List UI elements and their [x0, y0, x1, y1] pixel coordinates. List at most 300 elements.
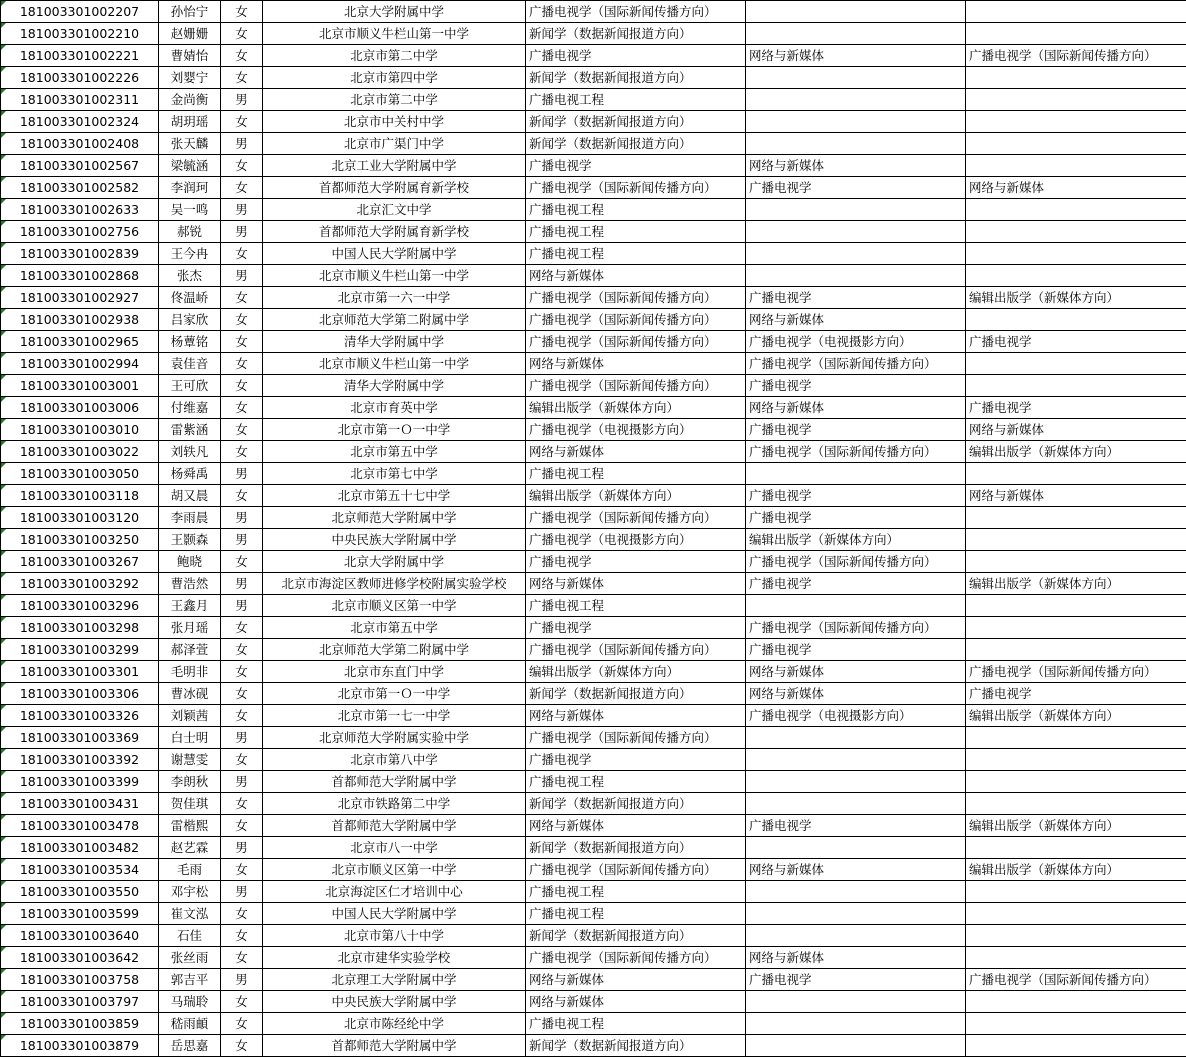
student-id-cell[interactable]: 181003301003267 — [1, 551, 159, 573]
major-choice-1-cell[interactable]: 广播电视工程 — [526, 89, 746, 111]
major-choice-3-cell[interactable] — [966, 991, 1186, 1013]
major-choice-1-cell[interactable]: 网络与新媒体 — [526, 441, 746, 463]
major-choice-1-cell[interactable]: 广播电视学（国际新闻传播方向） — [526, 287, 746, 309]
gender-cell[interactable]: 女 — [221, 353, 263, 375]
student-id-cell[interactable]: 181003301003299 — [1, 639, 159, 661]
major-choice-2-cell[interactable]: 网络与新媒体 — [746, 947, 966, 969]
major-choice-3-cell[interactable]: 编辑出版学（新媒体方向） — [966, 705, 1186, 727]
name-cell[interactable]: 王可欣 — [159, 375, 221, 397]
student-id-cell[interactable]: 181003301002868 — [1, 265, 159, 287]
school-cell[interactable]: 北京汇文中学 — [263, 199, 526, 221]
name-cell[interactable]: 李雨晨 — [159, 507, 221, 529]
major-choice-1-cell[interactable]: 广播电视工程 — [526, 199, 746, 221]
school-cell[interactable]: 北京市第五十七中学 — [263, 485, 526, 507]
name-cell[interactable]: 马瑞聆 — [159, 991, 221, 1013]
gender-cell[interactable]: 女 — [221, 991, 263, 1013]
gender-cell[interactable]: 女 — [221, 1013, 263, 1035]
name-cell[interactable]: 胡玥瑶 — [159, 111, 221, 133]
school-cell[interactable]: 北京大学附属中学 — [263, 1, 526, 23]
major-choice-2-cell[interactable]: 广播电视学 — [746, 573, 966, 595]
student-id-cell[interactable]: 181003301003306 — [1, 683, 159, 705]
school-cell[interactable]: 北京市陈经纶中学 — [263, 1013, 526, 1035]
major-choice-1-cell[interactable]: 广播电视工程 — [526, 881, 746, 903]
school-cell[interactable]: 北京市广渠门中学 — [263, 133, 526, 155]
student-id-cell[interactable]: 181003301002221 — [1, 45, 159, 67]
student-id-cell[interactable]: 181003301002994 — [1, 353, 159, 375]
major-choice-1-cell[interactable]: 广播电视学 — [526, 45, 746, 67]
major-choice-3-cell[interactable]: 广播电视学 — [966, 331, 1186, 353]
major-choice-3-cell[interactable] — [966, 793, 1186, 815]
name-cell[interactable]: 邓宇松 — [159, 881, 221, 903]
major-choice-2-cell[interactable]: 广播电视学 — [746, 639, 966, 661]
gender-cell[interactable]: 女 — [221, 683, 263, 705]
major-choice-3-cell[interactable] — [966, 133, 1186, 155]
major-choice-1-cell[interactable]: 新闻学（数据新闻报道方向） — [526, 683, 746, 705]
major-choice-1-cell[interactable]: 广播电视工程 — [526, 771, 746, 793]
major-choice-3-cell[interactable]: 广播电视学 — [966, 683, 1186, 705]
gender-cell[interactable]: 男 — [221, 573, 263, 595]
name-cell[interactable]: 嵇雨頔 — [159, 1013, 221, 1035]
major-choice-1-cell[interactable]: 广播电视学（国际新闻传播方向） — [526, 375, 746, 397]
major-choice-1-cell[interactable]: 新闻学（数据新闻报道方向） — [526, 837, 746, 859]
name-cell[interactable]: 郝泽萱 — [159, 639, 221, 661]
name-cell[interactable]: 崔文泓 — [159, 903, 221, 925]
name-cell[interactable]: 刘轶凡 — [159, 441, 221, 463]
school-cell[interactable]: 北京师范大学第二附属中学 — [263, 639, 526, 661]
major-choice-2-cell[interactable]: 网络与新媒体 — [746, 309, 966, 331]
gender-cell[interactable]: 女 — [221, 1035, 263, 1057]
major-choice-3-cell[interactable] — [966, 463, 1186, 485]
student-id-cell[interactable]: 181003301002927 — [1, 287, 159, 309]
gender-cell[interactable]: 女 — [221, 749, 263, 771]
name-cell[interactable]: 鲍晓 — [159, 551, 221, 573]
major-choice-2-cell[interactable] — [746, 925, 966, 947]
name-cell[interactable]: 白士明 — [159, 727, 221, 749]
name-cell[interactable]: 刘颖茜 — [159, 705, 221, 727]
major-choice-1-cell[interactable]: 广播电视学（国际新闻传播方向） — [526, 309, 746, 331]
major-choice-3-cell[interactable]: 编辑出版学（新媒体方向） — [966, 287, 1186, 309]
name-cell[interactable]: 吕家欣 — [159, 309, 221, 331]
school-cell[interactable]: 北京市第五中学 — [263, 617, 526, 639]
major-choice-3-cell[interactable]: 网络与新媒体 — [966, 419, 1186, 441]
name-cell[interactable]: 郝锐 — [159, 221, 221, 243]
major-choice-1-cell[interactable]: 广播电视工程 — [526, 903, 746, 925]
major-choice-2-cell[interactable]: 广播电视学 — [746, 507, 966, 529]
student-id-cell[interactable]: 181003301002582 — [1, 177, 159, 199]
gender-cell[interactable]: 女 — [221, 375, 263, 397]
gender-cell[interactable]: 女 — [221, 243, 263, 265]
major-choice-2-cell[interactable]: 广播电视学 — [746, 969, 966, 991]
name-cell[interactable]: 石佳 — [159, 925, 221, 947]
student-id-cell[interactable]: 181003301003859 — [1, 1013, 159, 1035]
gender-cell[interactable]: 男 — [221, 771, 263, 793]
major-choice-3-cell[interactable]: 广播电视学（国际新闻传播方向） — [966, 661, 1186, 683]
major-choice-1-cell[interactable]: 广播电视学（国际新闻传播方向） — [526, 177, 746, 199]
major-choice-1-cell[interactable]: 网络与新媒体 — [526, 969, 746, 991]
school-cell[interactable]: 清华大学附属中学 — [263, 375, 526, 397]
gender-cell[interactable]: 女 — [221, 111, 263, 133]
major-choice-1-cell[interactable]: 网络与新媒体 — [526, 265, 746, 287]
major-choice-2-cell[interactable] — [746, 881, 966, 903]
gender-cell[interactable]: 男 — [221, 265, 263, 287]
major-choice-2-cell[interactable] — [746, 771, 966, 793]
major-choice-3-cell[interactable] — [966, 507, 1186, 529]
major-choice-2-cell[interactable] — [746, 1013, 966, 1035]
major-choice-2-cell[interactable]: 广播电视学（电视摄影方向） — [746, 705, 966, 727]
major-choice-3-cell[interactable] — [966, 881, 1186, 903]
major-choice-1-cell[interactable]: 广播电视学 — [526, 155, 746, 177]
major-choice-3-cell[interactable] — [966, 925, 1186, 947]
major-choice-3-cell[interactable] — [966, 1013, 1186, 1035]
major-choice-3-cell[interactable] — [966, 243, 1186, 265]
major-choice-2-cell[interactable] — [746, 133, 966, 155]
major-choice-1-cell[interactable]: 广播电视工程 — [526, 595, 746, 617]
school-cell[interactable]: 清华大学附属中学 — [263, 331, 526, 353]
major-choice-1-cell[interactable]: 广播电视学（国际新闻传播方向） — [526, 727, 746, 749]
major-choice-1-cell[interactable]: 广播电视学（电视摄影方向） — [526, 529, 746, 551]
student-id-cell[interactable]: 181003301003296 — [1, 595, 159, 617]
gender-cell[interactable]: 女 — [221, 551, 263, 573]
gender-cell[interactable]: 女 — [221, 793, 263, 815]
major-choice-2-cell[interactable]: 网络与新媒体 — [746, 661, 966, 683]
school-cell[interactable]: 北京市第一七一中学 — [263, 705, 526, 727]
gender-cell[interactable]: 女 — [221, 925, 263, 947]
name-cell[interactable]: 袁佳音 — [159, 353, 221, 375]
student-id-cell[interactable]: 181003301003010 — [1, 419, 159, 441]
school-cell[interactable]: 中央民族大学附属中学 — [263, 991, 526, 1013]
student-id-cell[interactable]: 181003301002207 — [1, 1, 159, 23]
school-cell[interactable]: 北京市第一Ｏ一中学 — [263, 683, 526, 705]
major-choice-1-cell[interactable]: 广播电视学 — [526, 551, 746, 573]
student-id-cell[interactable]: 181003301003758 — [1, 969, 159, 991]
school-cell[interactable]: 北京市第一Ｏ一中学 — [263, 419, 526, 441]
major-choice-2-cell[interactable] — [746, 727, 966, 749]
name-cell[interactable]: 梁毓涵 — [159, 155, 221, 177]
major-choice-1-cell[interactable]: 编辑出版学（新媒体方向） — [526, 485, 746, 507]
name-cell[interactable]: 谢慧雯 — [159, 749, 221, 771]
school-cell[interactable]: 北京大学附属中学 — [263, 551, 526, 573]
gender-cell[interactable]: 女 — [221, 485, 263, 507]
gender-cell[interactable]: 男 — [221, 727, 263, 749]
major-choice-2-cell[interactable] — [746, 243, 966, 265]
gender-cell[interactable]: 女 — [221, 155, 263, 177]
school-cell[interactable]: 首都师范大学附属中学 — [263, 771, 526, 793]
student-id-cell[interactable]: 181003301002756 — [1, 221, 159, 243]
gender-cell[interactable]: 男 — [221, 89, 263, 111]
gender-cell[interactable]: 女 — [221, 331, 263, 353]
major-choice-2-cell[interactable] — [746, 793, 966, 815]
name-cell[interactable]: 张天麟 — [159, 133, 221, 155]
major-choice-3-cell[interactable] — [966, 155, 1186, 177]
school-cell[interactable]: 北京海淀区仁才培训中心 — [263, 881, 526, 903]
student-id-cell[interactable]: 181003301002839 — [1, 243, 159, 265]
gender-cell[interactable]: 女 — [221, 441, 263, 463]
major-choice-2-cell[interactable] — [746, 837, 966, 859]
school-cell[interactable]: 北京理工大学附属中学 — [263, 969, 526, 991]
gender-cell[interactable]: 女 — [221, 419, 263, 441]
school-cell[interactable]: 北京市第七中学 — [263, 463, 526, 485]
major-choice-2-cell[interactable] — [746, 991, 966, 1013]
major-choice-1-cell[interactable]: 广播电视工程 — [526, 1013, 746, 1035]
name-cell[interactable]: 王颢森 — [159, 529, 221, 551]
major-choice-2-cell[interactable] — [746, 1035, 966, 1057]
major-choice-2-cell[interactable]: 网络与新媒体 — [746, 683, 966, 705]
major-choice-3-cell[interactable] — [966, 947, 1186, 969]
student-id-cell[interactable]: 181003301002938 — [1, 309, 159, 331]
gender-cell[interactable]: 女 — [221, 639, 263, 661]
major-choice-2-cell[interactable] — [746, 111, 966, 133]
gender-cell[interactable]: 女 — [221, 617, 263, 639]
name-cell[interactable]: 金尚衡 — [159, 89, 221, 111]
student-id-cell[interactable]: 181003301003642 — [1, 947, 159, 969]
major-choice-1-cell[interactable]: 新闻学（数据新闻报道方向） — [526, 111, 746, 133]
student-id-cell[interactable]: 181003301003118 — [1, 485, 159, 507]
major-choice-2-cell[interactable]: 广播电视学 — [746, 287, 966, 309]
name-cell[interactable]: 吴一鸣 — [159, 199, 221, 221]
name-cell[interactable]: 孙怡宁 — [159, 1, 221, 23]
major-choice-3-cell[interactable] — [966, 111, 1186, 133]
major-choice-1-cell[interactable]: 网络与新媒体 — [526, 705, 746, 727]
major-choice-2-cell[interactable] — [746, 463, 966, 485]
major-choice-3-cell[interactable] — [966, 221, 1186, 243]
major-choice-2-cell[interactable] — [746, 23, 966, 45]
major-choice-1-cell[interactable]: 新闻学（数据新闻报道方向） — [526, 133, 746, 155]
major-choice-2-cell[interactable]: 编辑出版学（新媒体方向） — [746, 529, 966, 551]
major-choice-1-cell[interactable]: 新闻学（数据新闻报道方向） — [526, 793, 746, 815]
major-choice-1-cell[interactable]: 网络与新媒体 — [526, 573, 746, 595]
student-id-cell[interactable]: 181003301003120 — [1, 507, 159, 529]
school-cell[interactable]: 北京市第八中学 — [263, 749, 526, 771]
major-choice-1-cell[interactable]: 广播电视学（国际新闻传播方向） — [526, 331, 746, 353]
school-cell[interactable]: 北京市海淀区教师进修学校附属实验学校 — [263, 573, 526, 595]
major-choice-2-cell[interactable]: 广播电视学（电视摄影方向） — [746, 331, 966, 353]
name-cell[interactable]: 李朗秋 — [159, 771, 221, 793]
major-choice-1-cell[interactable]: 广播电视学（国际新闻传播方向） — [526, 947, 746, 969]
school-cell[interactable]: 北京市第四中学 — [263, 67, 526, 89]
major-choice-3-cell[interactable] — [966, 617, 1186, 639]
major-choice-2-cell[interactable]: 广播电视学（国际新闻传播方向） — [746, 617, 966, 639]
major-choice-2-cell[interactable]: 广播电视学（国际新闻传播方向） — [746, 551, 966, 573]
major-choice-1-cell[interactable]: 广播电视学（国际新闻传播方向） — [526, 859, 746, 881]
student-id-cell[interactable]: 181003301002226 — [1, 67, 159, 89]
major-choice-2-cell[interactable]: 广播电视学 — [746, 375, 966, 397]
student-id-cell[interactable]: 181003301002311 — [1, 89, 159, 111]
student-id-cell[interactable]: 181003301003431 — [1, 793, 159, 815]
school-cell[interactable]: 北京市建华实验学校 — [263, 947, 526, 969]
major-choice-1-cell[interactable]: 编辑出版学（新媒体方向） — [526, 397, 746, 419]
gender-cell[interactable]: 女 — [221, 309, 263, 331]
gender-cell[interactable]: 男 — [221, 133, 263, 155]
major-choice-2-cell[interactable] — [746, 89, 966, 111]
gender-cell[interactable]: 男 — [221, 595, 263, 617]
major-choice-1-cell[interactable]: 广播电视学（国际新闻传播方向） — [526, 507, 746, 529]
school-cell[interactable]: 北京师范大学附属中学 — [263, 507, 526, 529]
student-id-cell[interactable]: 181003301002633 — [1, 199, 159, 221]
school-cell[interactable]: 中央民族大学附属中学 — [263, 529, 526, 551]
major-choice-3-cell[interactable] — [966, 265, 1186, 287]
major-choice-3-cell[interactable]: 编辑出版学（新媒体方向） — [966, 859, 1186, 881]
name-cell[interactable]: 王鑫月 — [159, 595, 221, 617]
student-id-cell[interactable]: 181003301002567 — [1, 155, 159, 177]
major-choice-3-cell[interactable] — [966, 529, 1186, 551]
gender-cell[interactable]: 女 — [221, 1, 263, 23]
major-choice-3-cell[interactable] — [966, 23, 1186, 45]
gender-cell[interactable]: 女 — [221, 903, 263, 925]
major-choice-1-cell[interactable]: 广播电视学 — [526, 749, 746, 771]
major-choice-1-cell[interactable]: 网络与新媒体 — [526, 353, 746, 375]
major-choice-3-cell[interactable] — [966, 749, 1186, 771]
student-id-cell[interactable]: 181003301003369 — [1, 727, 159, 749]
school-cell[interactable]: 首都师范大学附属中学 — [263, 1035, 526, 1057]
major-choice-3-cell[interactable] — [966, 639, 1186, 661]
student-id-cell[interactable]: 181003301003399 — [1, 771, 159, 793]
major-choice-3-cell[interactable]: 编辑出版学（新媒体方向） — [966, 815, 1186, 837]
name-cell[interactable]: 张丝雨 — [159, 947, 221, 969]
name-cell[interactable]: 岳思嘉 — [159, 1035, 221, 1057]
major-choice-2-cell[interactable]: 网络与新媒体 — [746, 155, 966, 177]
name-cell[interactable]: 曹浩然 — [159, 573, 221, 595]
school-cell[interactable]: 中国人民大学附属中学 — [263, 903, 526, 925]
major-choice-3-cell[interactable]: 广播电视学（国际新闻传播方向） — [966, 45, 1186, 67]
student-id-cell[interactable]: 181003301003534 — [1, 859, 159, 881]
major-choice-2-cell[interactable]: 广播电视学（国际新闻传播方向） — [746, 353, 966, 375]
school-cell[interactable]: 北京市八一中学 — [263, 837, 526, 859]
name-cell[interactable]: 郭吉平 — [159, 969, 221, 991]
major-choice-1-cell[interactable]: 新闻学（数据新闻报道方向） — [526, 67, 746, 89]
major-choice-3-cell[interactable] — [966, 771, 1186, 793]
student-id-cell[interactable]: 181003301003050 — [1, 463, 159, 485]
name-cell[interactable]: 毛明非 — [159, 661, 221, 683]
school-cell[interactable]: 北京市第一六一中学 — [263, 287, 526, 309]
gender-cell[interactable]: 女 — [221, 23, 263, 45]
major-choice-1-cell[interactable]: 新闻学（数据新闻报道方向） — [526, 925, 746, 947]
school-cell[interactable]: 北京市顺义牛栏山第一中学 — [263, 23, 526, 45]
student-id-cell[interactable]: 181003301003599 — [1, 903, 159, 925]
name-cell[interactable]: 张杰 — [159, 265, 221, 287]
school-cell[interactable]: 北京市第五中学 — [263, 441, 526, 463]
student-id-cell[interactable]: 181003301002210 — [1, 23, 159, 45]
name-cell[interactable]: 李润珂 — [159, 177, 221, 199]
major-choice-1-cell[interactable]: 广播电视学（国际新闻传播方向） — [526, 639, 746, 661]
gender-cell[interactable]: 男 — [221, 969, 263, 991]
major-choice-3-cell[interactable] — [966, 595, 1186, 617]
major-choice-1-cell[interactable]: 广播电视工程 — [526, 243, 746, 265]
name-cell[interactable]: 曹冰砚 — [159, 683, 221, 705]
school-cell[interactable]: 首都师范大学附属育新学校 — [263, 221, 526, 243]
name-cell[interactable]: 雷楷熙 — [159, 815, 221, 837]
major-choice-3-cell[interactable] — [966, 1035, 1186, 1057]
gender-cell[interactable]: 男 — [221, 881, 263, 903]
student-id-cell[interactable]: 181003301003022 — [1, 441, 159, 463]
major-choice-2-cell[interactable] — [746, 265, 966, 287]
major-choice-3-cell[interactable] — [966, 903, 1186, 925]
major-choice-2-cell[interactable]: 广播电视学 — [746, 177, 966, 199]
name-cell[interactable]: 毛雨 — [159, 859, 221, 881]
school-cell[interactable]: 北京师范大学第二附属中学 — [263, 309, 526, 331]
student-id-cell[interactable]: 181003301003392 — [1, 749, 159, 771]
school-cell[interactable]: 中国人民大学附属中学 — [263, 243, 526, 265]
major-choice-3-cell[interactable] — [966, 67, 1186, 89]
major-choice-1-cell[interactable]: 广播电视工程 — [526, 463, 746, 485]
gender-cell[interactable]: 女 — [221, 287, 263, 309]
major-choice-1-cell[interactable]: 新闻学（数据新闻报道方向） — [526, 1035, 746, 1057]
major-choice-1-cell[interactable]: 广播电视学 — [526, 617, 746, 639]
school-cell[interactable]: 北京市第二中学 — [263, 89, 526, 111]
major-choice-1-cell[interactable]: 网络与新媒体 — [526, 815, 746, 837]
major-choice-3-cell[interactable]: 编辑出版学（新媒体方向） — [966, 441, 1186, 463]
student-id-cell[interactable]: 181003301003006 — [1, 397, 159, 419]
major-choice-3-cell[interactable] — [966, 375, 1186, 397]
gender-cell[interactable]: 女 — [221, 45, 263, 67]
major-choice-2-cell[interactable] — [746, 199, 966, 221]
student-id-cell[interactable]: 181003301003550 — [1, 881, 159, 903]
school-cell[interactable]: 北京市育英中学 — [263, 397, 526, 419]
major-choice-1-cell[interactable]: 广播电视学（国际新闻传播方向） — [526, 1, 746, 23]
major-choice-3-cell[interactable] — [966, 89, 1186, 111]
gender-cell[interactable]: 男 — [221, 507, 263, 529]
gender-cell[interactable]: 女 — [221, 705, 263, 727]
school-cell[interactable]: 北京市中关村中学 — [263, 111, 526, 133]
school-cell[interactable]: 北京市顺义牛栏山第一中学 — [263, 353, 526, 375]
gender-cell[interactable]: 男 — [221, 199, 263, 221]
major-choice-2-cell[interactable]: 广播电视学 — [746, 419, 966, 441]
student-id-cell[interactable]: 181003301003482 — [1, 837, 159, 859]
major-choice-3-cell[interactable] — [966, 1, 1186, 23]
major-choice-3-cell[interactable]: 广播电视学（国际新闻传播方向） — [966, 969, 1186, 991]
major-choice-1-cell[interactable]: 网络与新媒体 — [526, 991, 746, 1013]
gender-cell[interactable]: 女 — [221, 661, 263, 683]
name-cell[interactable]: 胡又晨 — [159, 485, 221, 507]
name-cell[interactable]: 赵姗姗 — [159, 23, 221, 45]
major-choice-3-cell[interactable] — [966, 727, 1186, 749]
major-choice-2-cell[interactable] — [746, 221, 966, 243]
major-choice-2-cell[interactable]: 网络与新媒体 — [746, 397, 966, 419]
major-choice-3-cell[interactable]: 网络与新媒体 — [966, 485, 1186, 507]
student-id-cell[interactable]: 181003301003478 — [1, 815, 159, 837]
gender-cell[interactable]: 女 — [221, 947, 263, 969]
name-cell[interactable]: 佟温峤 — [159, 287, 221, 309]
student-id-cell[interactable]: 181003301003640 — [1, 925, 159, 947]
school-cell[interactable]: 北京工业大学附属中学 — [263, 155, 526, 177]
name-cell[interactable]: 贺佳琪 — [159, 793, 221, 815]
name-cell[interactable]: 赵艺霖 — [159, 837, 221, 859]
student-id-cell[interactable]: 181003301003879 — [1, 1035, 159, 1057]
gender-cell[interactable]: 女 — [221, 397, 263, 419]
gender-cell[interactable]: 男 — [221, 463, 263, 485]
student-id-cell[interactable]: 181003301003250 — [1, 529, 159, 551]
student-id-cell[interactable]: 181003301003301 — [1, 661, 159, 683]
major-choice-1-cell[interactable]: 编辑出版学（新媒体方向） — [526, 661, 746, 683]
major-choice-2-cell[interactable]: 网络与新媒体 — [746, 45, 966, 67]
gender-cell[interactable]: 男 — [221, 837, 263, 859]
major-choice-3-cell[interactable] — [966, 309, 1186, 331]
major-choice-3-cell[interactable] — [966, 353, 1186, 375]
school-cell[interactable]: 首都师范大学附属中学 — [263, 815, 526, 837]
school-cell[interactable]: 北京师范大学附属实验中学 — [263, 727, 526, 749]
student-id-cell[interactable]: 181003301002408 — [1, 133, 159, 155]
gender-cell[interactable]: 女 — [221, 859, 263, 881]
school-cell[interactable]: 北京市东直门中学 — [263, 661, 526, 683]
name-cell[interactable]: 刘婴宁 — [159, 67, 221, 89]
major-choice-3-cell[interactable] — [966, 551, 1186, 573]
student-id-cell[interactable]: 181003301003292 — [1, 573, 159, 595]
major-choice-1-cell[interactable]: 广播电视工程 — [526, 221, 746, 243]
name-cell[interactable]: 杨舜禹 — [159, 463, 221, 485]
gender-cell[interactable]: 男 — [221, 529, 263, 551]
student-id-cell[interactable]: 181003301003298 — [1, 617, 159, 639]
major-choice-1-cell[interactable]: 新闻学（数据新闻报道方向） — [526, 23, 746, 45]
major-choice-2-cell[interactable] — [746, 1, 966, 23]
